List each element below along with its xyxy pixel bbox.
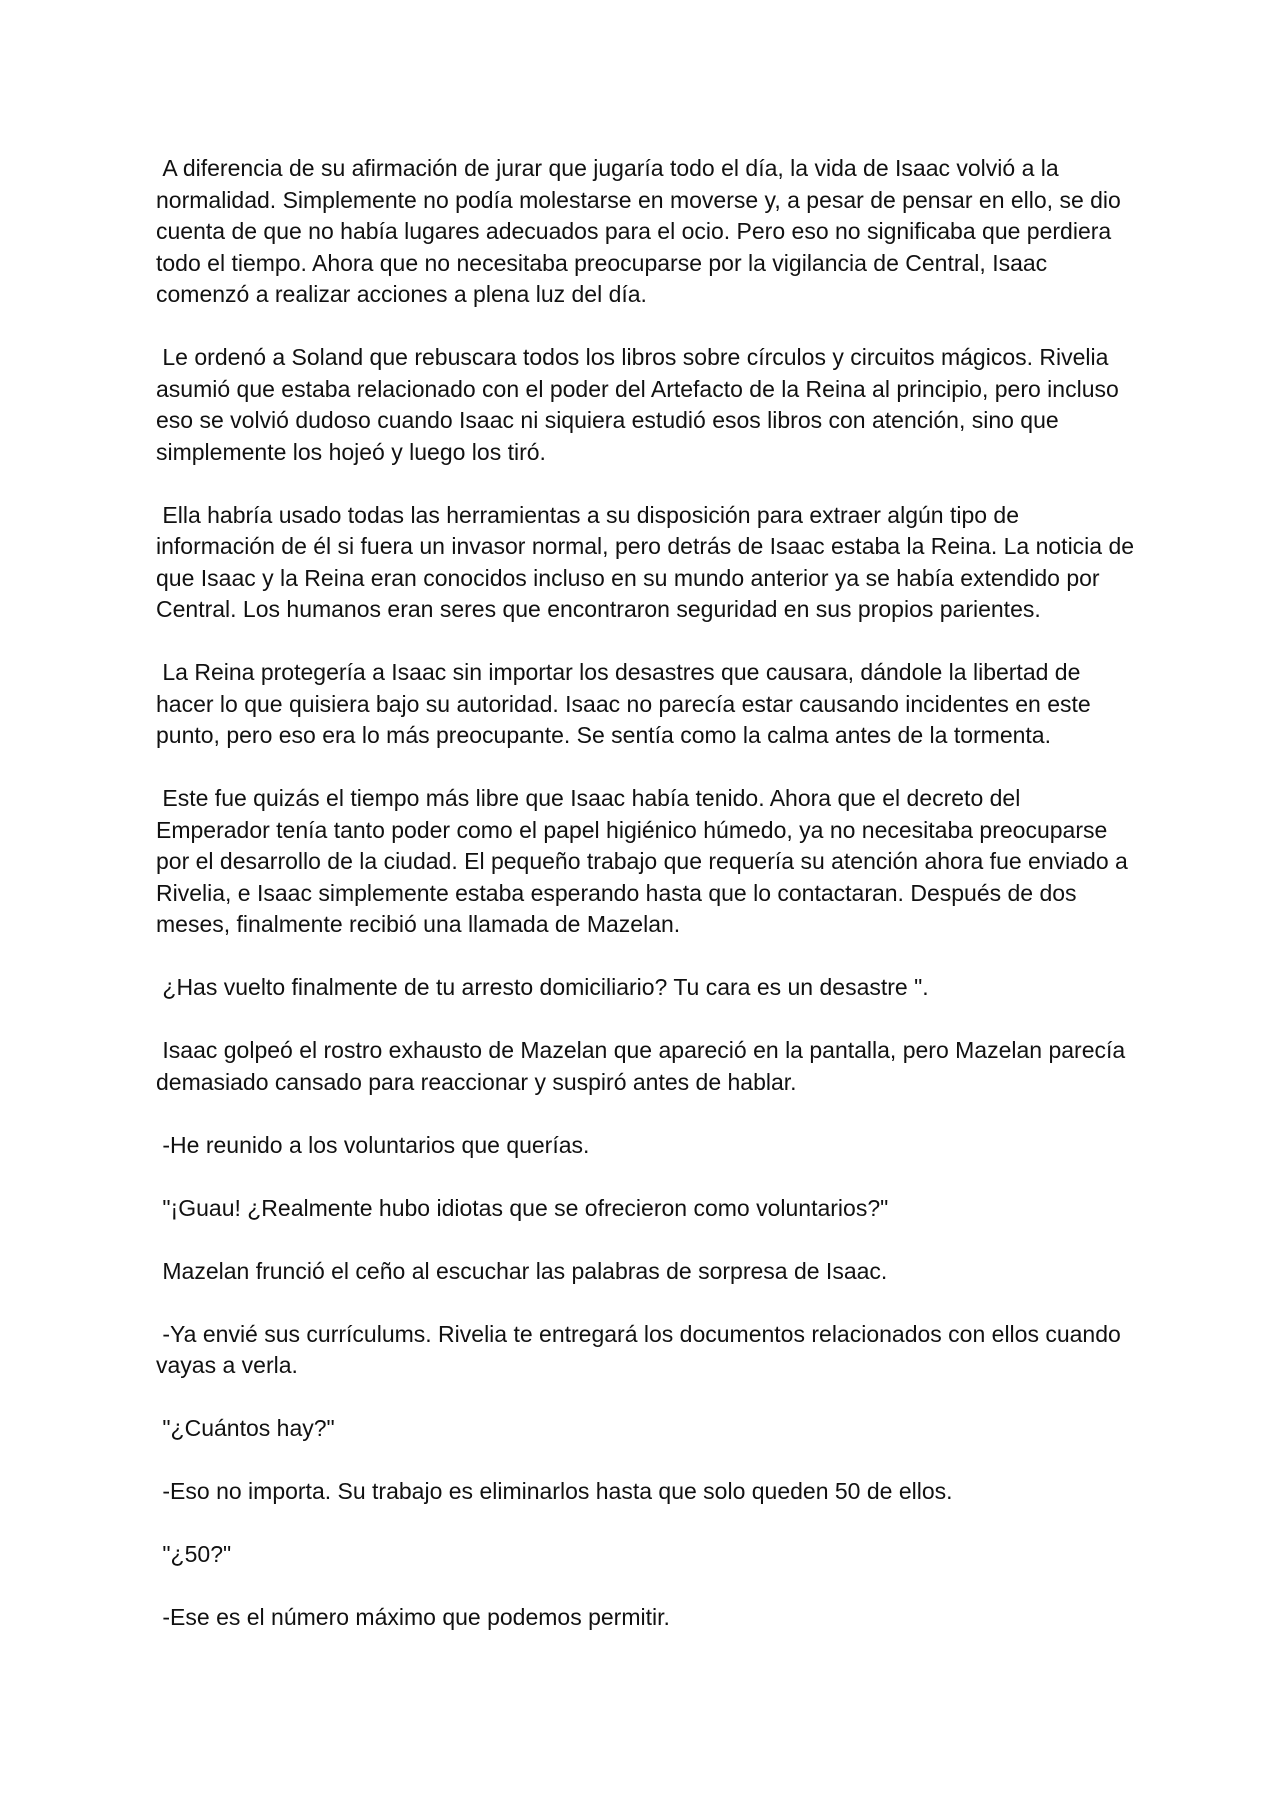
paragraph: -He reunido a los voluntarios que querías. xyxy=(156,1131,590,1158)
paragraph: La Reina protegería a Isaac sin importar los desastres que causara, dándole la libertad de hacer lo que quisiera bajo su autoridad. Isaac no parecía estar causando incidentes en este punto, pero eso era lo más preocupante. Se sentía como la calma antes de la tormenta. xyxy=(156,659,1098,748)
paragraph: A diferencia de su afirmación de jurar que jugaría todo el día, la vida de Isaac volvió a la normalidad. Simplemente no podía molestarse en moverse y, a pesar de pensar en ello, se dio cuenta de que no había lugares adecuados para el ocio. Pero eso no significaba que perdiera todo el tiempo. Ahora que no necesitaba preocuparse por la vigilancia de Central, Isaac comenzó a realizar acciones a plena luz del día. xyxy=(156,155,1128,307)
paragraph: Este fue quizás el tiempo más libre que Isaac había tenido. Ahora que el decreto del Emperador tenía tanto poder como el papel higiénico húmedo, ya no necesitaba preocuparse por el desarrollo de la ciudad. El pequeño trabajo que requería su atención ahora fue enviado a Rivelia, e Isaac simplemente estaba esperando hasta que lo contactaran. Después de dos meses, finalmente recibió una llamada de Mazelan. xyxy=(156,785,1135,937)
paragraph: "¡Guau! ¿Realmente hubo idiotas que se ofrecieron como voluntarios?" xyxy=(156,1194,889,1221)
paragraph: Le ordenó a Soland que rebuscara todos los libros sobre círculos y circuitos mágicos. Rivelia asumió que estaba relacionado con el poder del Artefacto de la Reina al principio, pero incluso eso se volvió dudoso cuando Isaac ni siquiera estudió esos libros con atención, sino que simplemente los hojeó y luego los tiró. xyxy=(156,344,1126,465)
paragraph: -Ya envié sus currículums. Rivelia te entregará los documentos relacionados con ellos cuando vayas a verla. xyxy=(156,1320,1128,1378)
paragraph: Mazelan frunció el ceño al escuchar las palabras de sorpresa de Isaac. xyxy=(156,1257,888,1284)
paragraph: Isaac golpeó el rostro exhausto de Mazelan que apareció en la pantalla, pero Mazelan parecía demasiado cansado para reaccionar y suspiró antes de hablar. xyxy=(156,1037,1132,1095)
paragraph: -Eso no importa. Su trabajo es eliminarlos hasta que solo queden 50 de ellos. xyxy=(156,1478,953,1504)
paragraph: ¿Has vuelto finalmente de tu arresto domiciliario? Tu cara es un desastre ". xyxy=(156,974,929,1000)
paragraph: -Ese es el número máximo que podemos permitir. xyxy=(156,1604,670,1630)
paragraph: "¿Cuántos hay?" xyxy=(156,1415,335,1441)
paragraph: Ella habría usado todas las herramientas a su disposición para extraer algún tipo de información de él si fuera un invasor normal, pero detrás de Isaac estaba la Reina. La noticia de que Isaac y la Reina eran conocidos incluso en su mundo anterior ya se había extendido por Central. Los humanos eran seres que encontraron seguridad en sus propios parientes. xyxy=(156,501,1141,622)
document-body xyxy=(156,153,1141,1665)
paragraph: "¿50?" xyxy=(156,1541,232,1567)
